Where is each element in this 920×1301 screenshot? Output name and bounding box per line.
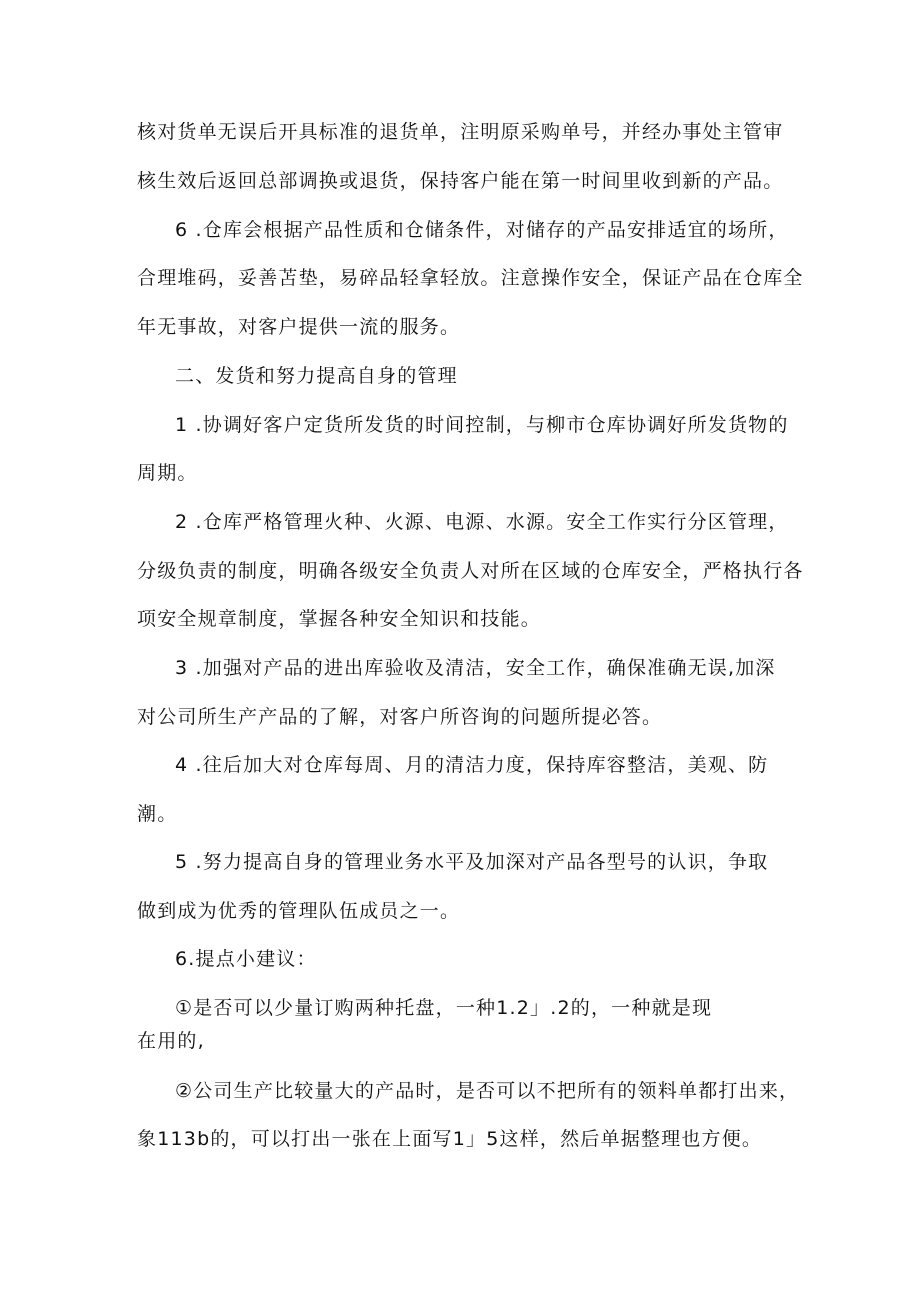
suggestion-2-line-1: ②公司生产比较量大的产品时，是否可以不把所有的领料单都打出来， [175, 1080, 800, 1102]
item-6-line-1: 6 .仓库会根据产品性质和仓储条件，对储存的产品安排适宜的场所， [175, 219, 789, 241]
suggestion-heading: 6.提点小建议： [175, 948, 317, 970]
item-5-line-2: 做到成为优秀的管理队伍成员之一。 [137, 900, 461, 922]
section-heading: 二、发货和努力提高自身的管理 [175, 365, 458, 387]
item-2-line-2: 分级负责的制度，明确各级安全负责人对所在区域的仓库安全，严格执行各 [137, 560, 804, 582]
item-5-line-1: 5 .努力提高自身的管理业务水平及加深对产品各型号的认识，争取 [175, 851, 769, 873]
text-line-2: 核生效后返回总部调换或退货，保持客户能在第一时间里收到新的产品。 [137, 170, 784, 192]
item-1-line-1: 1 .协调好客户定货所发货的时间控制，与柳市仓库协调好所发货物的 [175, 414, 789, 436]
item-4-line-1: 4 .往后加大对仓库每周、月的清洁力度，保持库容整洁，美观、防 [175, 754, 769, 776]
suggestion-2-line-2: 象113b的，可以打出一张在上面写1」5这样，然后单据整理也方便。 [137, 1128, 763, 1150]
item-3-line-1: 3 .加强对产品的进出库验收及清洁，安全工作，确保准确无误,加深 [175, 657, 776, 679]
item-2-line-3: 项安全规章制度，掌握各种安全知识和技能。 [137, 608, 542, 630]
item-6-line-3: 年无事故，对客户提供一流的服务。 [137, 316, 461, 338]
text-line-1: 核对货单无误后开具标准的退货单，注明原采购单号，并经办事处主管审 [137, 121, 784, 143]
item-3-line-2: 对公司所生产产品的了解，对客户所咨询的问题所提必答。 [137, 706, 663, 728]
item-2-line-1: 2 .仓库严格管理火种、火源、电源、水源。安全工作实行分区管理， [175, 511, 789, 533]
suggestion-1-line-1: ①是否可以少量订购两种托盘，一种1.2」.2的，一种就是现 [175, 997, 713, 1019]
item-4-line-2: 潮。 [137, 803, 178, 825]
item-6-line-2: 合理堆码，妥善苫垫，易碎品轻拿轻放。注意操作安全，保证产品在仓库全 [137, 267, 804, 289]
suggestion-1-line-2: 在用的, [137, 1030, 205, 1052]
item-1-line-2: 周期。 [137, 462, 198, 484]
